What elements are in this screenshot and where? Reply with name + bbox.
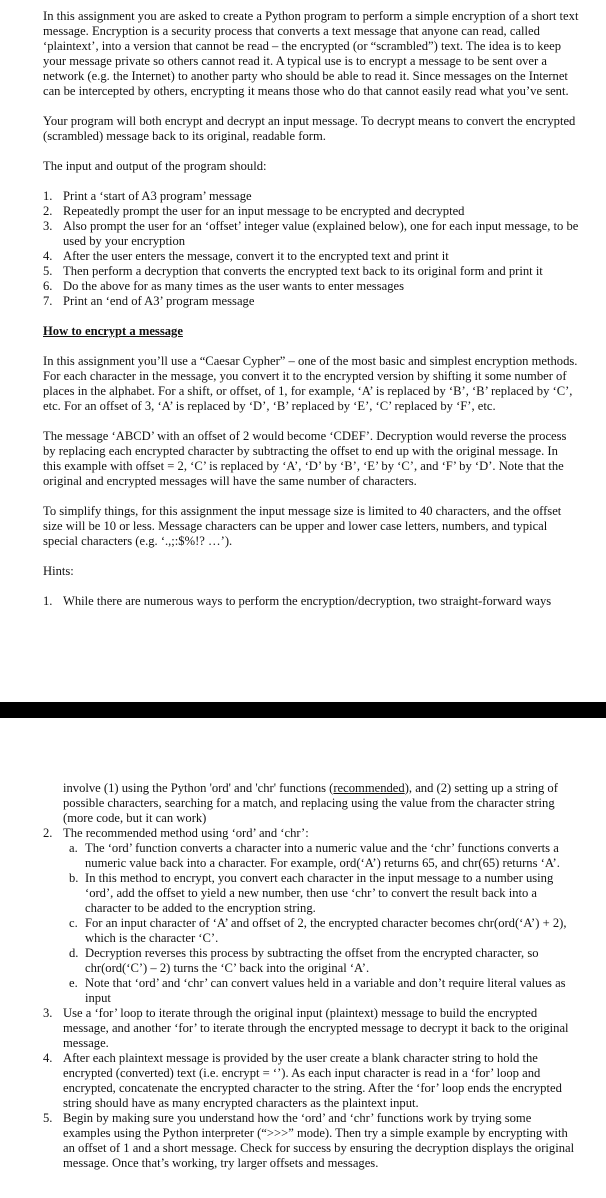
sub-list-item xyxy=(69,841,579,871)
hints-label: Hints: xyxy=(43,564,74,578)
list-text: While there are numerous ways to perform the encryption/decryption, two straight-forward ways xyxy=(63,594,552,608)
list-number: 5. xyxy=(43,1111,53,1125)
list-item xyxy=(43,204,579,219)
sub-list-text: Note that ‘ord’ and ‘chr’ can convert values held in a variable and don’t require literal values as input xyxy=(85,976,566,1005)
program-description: Your program will both encrypt and decrypt an input message. To decrypt means to convert the encrypted (scrambled) message back to its original, readable form. xyxy=(43,114,576,143)
list-number: 5. xyxy=(43,264,53,278)
list-item xyxy=(43,826,579,1006)
hint-1-continuation: involve (1) using the Python 'ord' and 'chr' functions (recommended), and (2) setting up a string of possible characters, searching for a match, and replacing using the value from the character string (more code, but it can work) xyxy=(63,781,558,825)
sub-list-text: Decryption reverses this process by subtracting the offset from the encrypted character, so chr(ord(‘C’) – 2) turns the ‘C’ back into the original ‘A’. xyxy=(85,946,539,975)
io-steps-list xyxy=(43,189,579,309)
page-2-content xyxy=(43,781,579,1171)
list-number: 3. xyxy=(43,1006,53,1020)
list-text: Begin by making sure you understand how the ‘ord’ and ‘chr’ functions work by trying some examples using the Python interpreter (“>>>” mode). Then try a simple example by encrypting with an offset of 1 and a short message. Check for success by ensuring the decryption displays the original message. Once that’s working, try larger offsets and messages. xyxy=(63,1111,575,1170)
list-text: Do the above for as many times as the user wants to enter messages xyxy=(63,279,404,293)
list-text: Use a ‘for’ loop to iterate through the original input (plaintext) message to build the encrypted message, and another ‘for’ to iterate through the encrypted message to decrypt it back to the original message. xyxy=(63,1006,569,1050)
list-text: Also prompt the user for an ‘offset’ integer value (explained below), one for each input message, to be used by your encryption xyxy=(63,219,579,248)
sub-list-item xyxy=(69,976,579,1006)
caesar-paragraph: In this assignment you’ll use a “Caesar Cypher” – one of the most basic and simplest encryption methods. For each character in the message, you convert it to the encrypted version by shifting it some number of places in the alphabet. For a shift, or offset, of 1, for example, ‘A’ is replaced by ‘B’, ‘B’ replaced by ‘C’, etc. For an offset of 3, ‘A’ is replaced by ‘D’, ‘B’ replaced by ‘E’, ‘C’ replaced by ‘F’, etc. xyxy=(43,354,578,413)
sub-list-text: The ‘ord’ function converts a character into a numeric value and the ‘chr’ functions converts a numeric value back into a character. For example, ord(‘A’) returns 65, and chr(65) returns ‘A’. xyxy=(85,841,560,870)
sub-list-item xyxy=(69,946,579,976)
list-number: 4. xyxy=(43,249,53,263)
list-text: Then perform a decryption that converts the encrypted text back to its original form and print it xyxy=(63,264,543,278)
sub-list-letter: e. xyxy=(69,976,78,990)
list-item xyxy=(43,1051,579,1111)
sub-list-letter: b. xyxy=(69,871,79,885)
sub-list-text: For an input character of ‘A’ and offset of 2, the encrypted character becomes chr(ord(‘A’) + 2), which is the character ‘C’. xyxy=(85,916,567,945)
hints-list-start xyxy=(43,594,579,609)
list-number: 2. xyxy=(43,826,53,840)
list-text: Print a ‘start of A3 program’ message xyxy=(63,189,252,203)
list-item xyxy=(43,594,579,609)
list-item xyxy=(43,189,579,204)
list-number: 7. xyxy=(43,294,53,308)
sub-list-text: In this method to encrypt, you convert each character in the input message to a number using ‘ord’, add the offset to yield a new number, then use ‘chr’ to convert the result back into a character to be added to the encryption string. xyxy=(85,871,554,915)
list-item xyxy=(43,1111,579,1171)
page-separator xyxy=(0,702,606,718)
sub-list-letter: c. xyxy=(69,916,78,930)
list-number: 3. xyxy=(43,219,53,233)
sub-list-letter: d. xyxy=(69,946,79,960)
list-item xyxy=(43,249,579,264)
list-number: 2. xyxy=(43,204,53,218)
recommended-underline: recommended xyxy=(333,781,405,795)
list-number: 4. xyxy=(43,1051,53,1065)
list-number: 1. xyxy=(43,189,53,203)
list-text: After each plaintext message is provided by the user create a blank character string to hold the encrypted (converted) text (i.e. encrypt = ‘’). As each input character is read in a ‘for’ loop and encrypted, concatenate the encrypted character to the string. After the ‘for’ loop ends the encrypted string should have as many encrypted characters as the plaintext input. xyxy=(63,1051,562,1110)
sub-list-item xyxy=(69,871,579,916)
list-number: 6. xyxy=(43,279,53,293)
list-text: Repeatedly prompt the user for an input message to be encrypted and decrypted xyxy=(63,204,465,218)
list-item xyxy=(43,294,579,309)
intro-paragraph: In this assignment you are asked to create a Python program to perform a simple encryption of a short text message. Encryption is a security process that converts a text message that anyone can read, called ‘plaintext’, into a version that cannot be read – the encrypted (or “scrambled”) text. The idea is to keep your message private so others cannot read it. A typical use is to encrypt a message to be sent over a network (e.g. the Internet) to another party who should be able to read it. Since messages on the Internet can be intercepted by others, encrypting it means those who do that cannot easily read what you’ve sent. xyxy=(43,9,579,98)
sub-list-letter: a. xyxy=(69,841,78,855)
sub-list-item xyxy=(69,916,579,946)
list-text: After the user enters the message, convert it to the encrypted text and print it xyxy=(63,249,449,263)
document-page-2 xyxy=(0,718,606,1198)
page-1-content xyxy=(43,9,579,609)
simplify-paragraph: To simplify things, for this assignment the input message size is limited to 40 characters, and the offset size will be 10 or less. Message characters can be upper and lower case letters, numbers, and typical special characters (e.g. ‘.,;:$%!? …’). xyxy=(43,504,562,548)
sub-list xyxy=(63,841,579,1006)
list-text: Print an ‘end of A3’ program message xyxy=(63,294,255,308)
list-number: 1. xyxy=(43,594,53,608)
list-text: The recommended method using ‘ord’ and ‘chr’: xyxy=(63,826,309,840)
list-item xyxy=(43,219,579,249)
list-item xyxy=(43,1006,579,1051)
io-intro: The input and output of the program should: xyxy=(43,159,267,173)
list-item xyxy=(43,279,579,294)
list-item xyxy=(43,264,579,279)
section-heading: How to encrypt a message xyxy=(43,324,183,338)
hints-list-continued xyxy=(43,826,579,1171)
example-paragraph: The message ‘ABCD’ with an offset of 2 would become ‘CDEF’. Decryption would reverse the process by replacing each encrypted character by subtracting the offset to end up with the original message. In this example with offset = 2, ‘C’ is replaced by ‘A’, ‘D’ by ‘B’, ‘E’ by ‘C’, and ‘F’ by ‘D’. Note that the original and encrypted messages will have the same number of characters. xyxy=(43,429,567,488)
